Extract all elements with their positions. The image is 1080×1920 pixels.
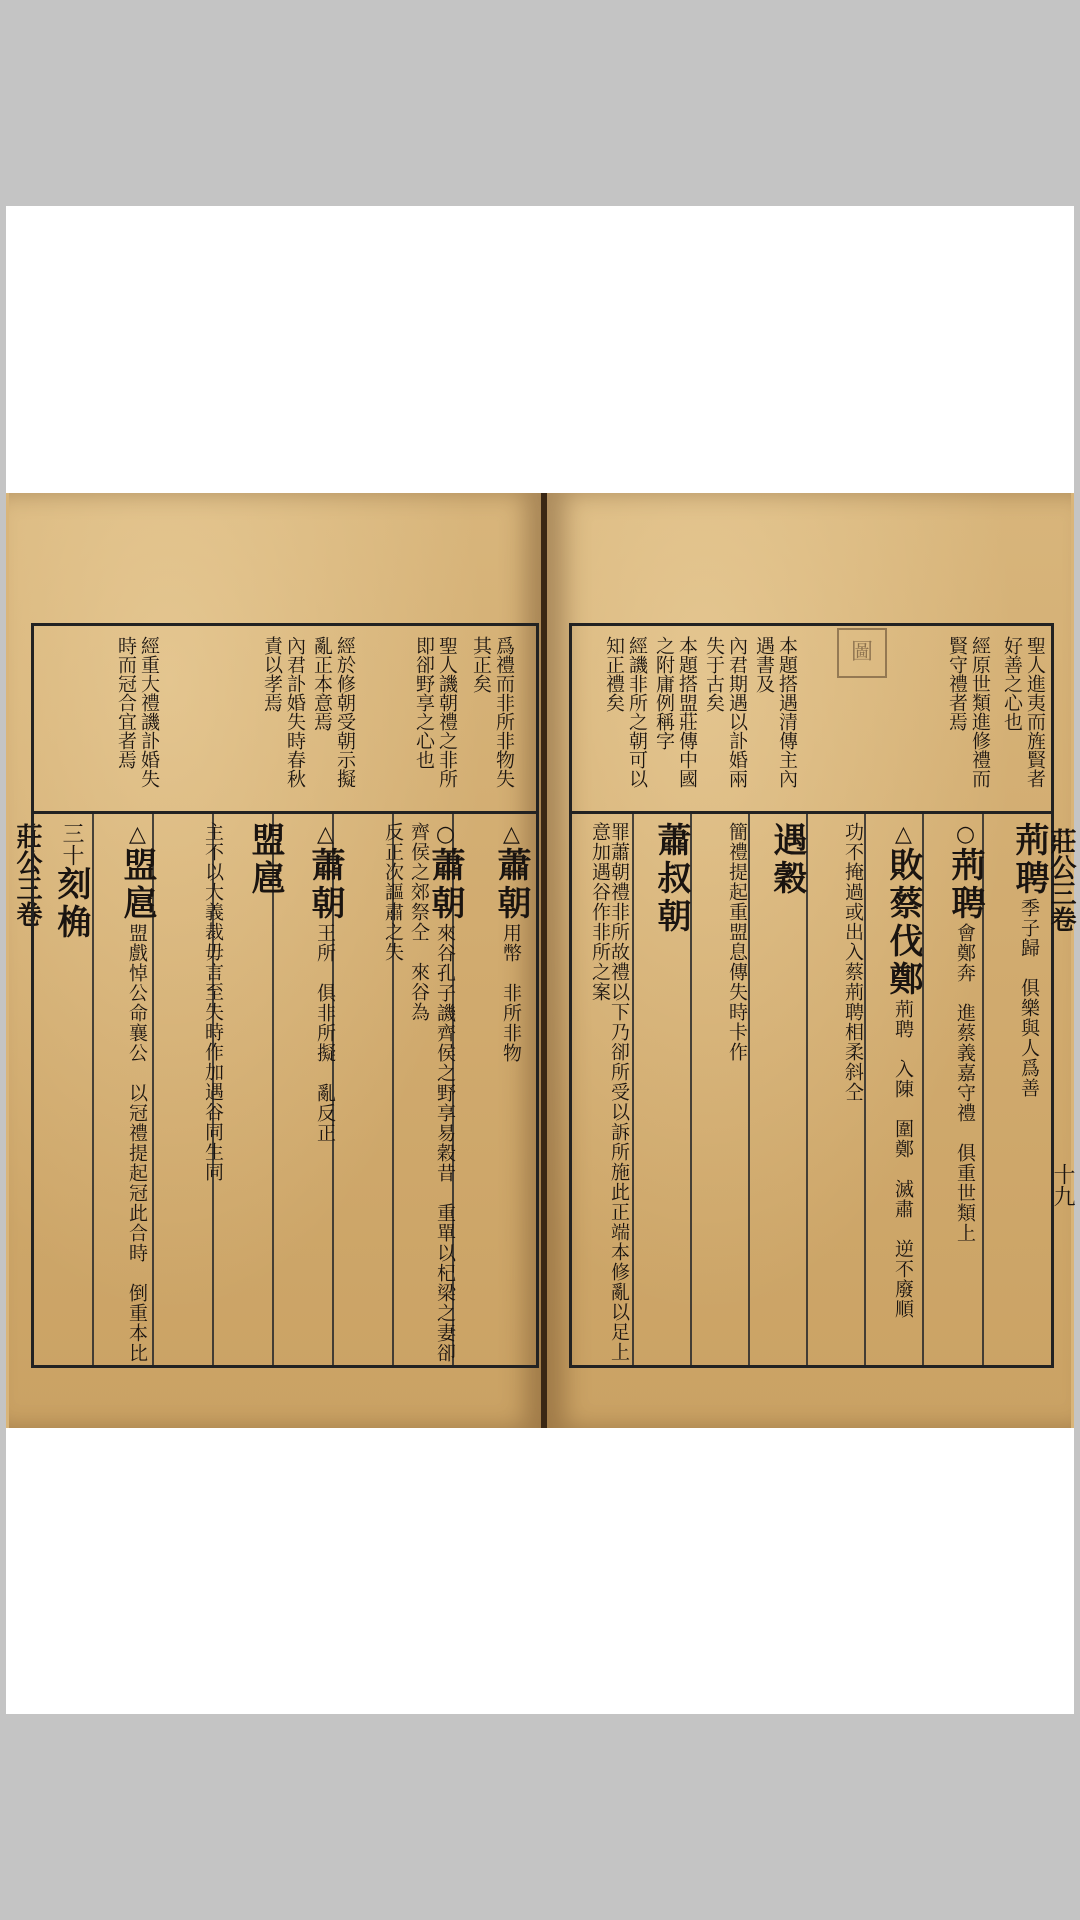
open-book-scan [6, 493, 1074, 1428]
left-note-3: 聖人譏朝禮之非所 [436, 636, 458, 788]
seal-stamp: 圖 [837, 628, 887, 678]
right-column-2: ○荊聘會鄭奔 進蔡義嘉守禮 俱重世類上 [945, 822, 985, 1243]
left-upper-notes [34, 626, 536, 811]
right-note-1: 聖人進夷而旌賢者 [1024, 636, 1046, 788]
right-column-7: 蕭叔朝 [651, 822, 691, 936]
right-note-10: 之附庸例稱字 [653, 636, 675, 750]
right-column-8: 罪蕭朝禮非所故禮以下乃卻所受以訴所施此正端本修亂以足上意加遇谷作非所之案 [589, 822, 630, 1362]
right-column-1: 荊聘季子歸 俱樂與人爲善 [1009, 822, 1049, 1098]
left-page [9, 493, 543, 1428]
left-note-7: 內君訃婚失時春秋 [284, 636, 306, 788]
left-note-1: 爲禮而非所非物失 [493, 636, 515, 788]
right-note-3: 經原世類進修禮而 [969, 636, 991, 788]
viewer-frame [6, 206, 1074, 1714]
left-note-4: 即卻野享之心也 [413, 636, 435, 769]
left-lower-columns [34, 814, 536, 1365]
right-note-4: 賢守禮者焉 [946, 636, 968, 731]
right-page-frame [569, 623, 1054, 1368]
right-column-6: 簡禮提起重盟息傳失時卡作 [726, 822, 748, 1062]
right-lower-columns [572, 814, 1051, 1365]
left-note-8: 責以孝焉 [261, 636, 283, 712]
left-column-7: △盟扈盟戲悼公命襄公 以冠禮提起冠此合時 倒重本比 [117, 822, 157, 1363]
right-column-4: 功不掩過或出入蔡荊聘相柔斜仝 [842, 822, 864, 1102]
left-column-6: 主不以大義裁毋言至失時作加遇谷同生同 [202, 822, 224, 1182]
right-upper-notes [572, 626, 1051, 811]
left-column-2: ○蕭朝來谷孔子譏齊侯之野享易穀昔 重單以杞梁之妻卻齊侯之郊祭仝 來谷為 [408, 822, 465, 1363]
right-note-12: 知正禮矣 [603, 636, 625, 712]
right-page-side-title: 莊公三卷 [1046, 828, 1076, 932]
right-note-9: 本題搭盟莊傳中國 [676, 636, 698, 788]
right-note-2: 好善之心也 [1001, 636, 1023, 731]
left-column-5: 盟扈 [245, 822, 285, 898]
left-page-frame [31, 623, 539, 1368]
left-note-10: 時而冠合宜者焉 [115, 636, 137, 769]
left-note-2: 其正矣 [470, 636, 492, 693]
right-note-5: 本題搭遇清傳主內 [776, 636, 798, 788]
left-column-8: 三十刻桷 [51, 822, 91, 942]
right-note-7: 內君期遇以訃婚兩 [726, 636, 748, 788]
left-note-9: 經重大禮譏訃婚失 [138, 636, 160, 788]
right-page [547, 493, 1076, 1428]
right-note-8: 失于古矣 [703, 636, 725, 712]
left-note-6: 亂正本意焉 [311, 636, 333, 731]
right-page-folio: 十九 [1050, 1163, 1075, 1207]
left-page-side-title: 莊公三卷 [12, 823, 42, 927]
right-column-5: 遇穀 [767, 822, 807, 898]
left-note-5: 經於修朝受朝示擬 [334, 636, 356, 788]
left-column-1: △蕭朝用幣 非所非物 [491, 822, 531, 1063]
right-note-11: 經譏非所之朝可以 [626, 636, 648, 788]
right-note-6: 遇書及 [753, 636, 775, 693]
left-column-4: △蕭朝王所 俱非所擬 亂反正 [305, 822, 345, 1143]
right-column-3: △敗蔡伐鄭荊聘 入陳 圍鄭 滅肅 逆不廢順 [883, 822, 923, 1319]
left-column-3: 反正次謳肅之失 [382, 822, 404, 962]
